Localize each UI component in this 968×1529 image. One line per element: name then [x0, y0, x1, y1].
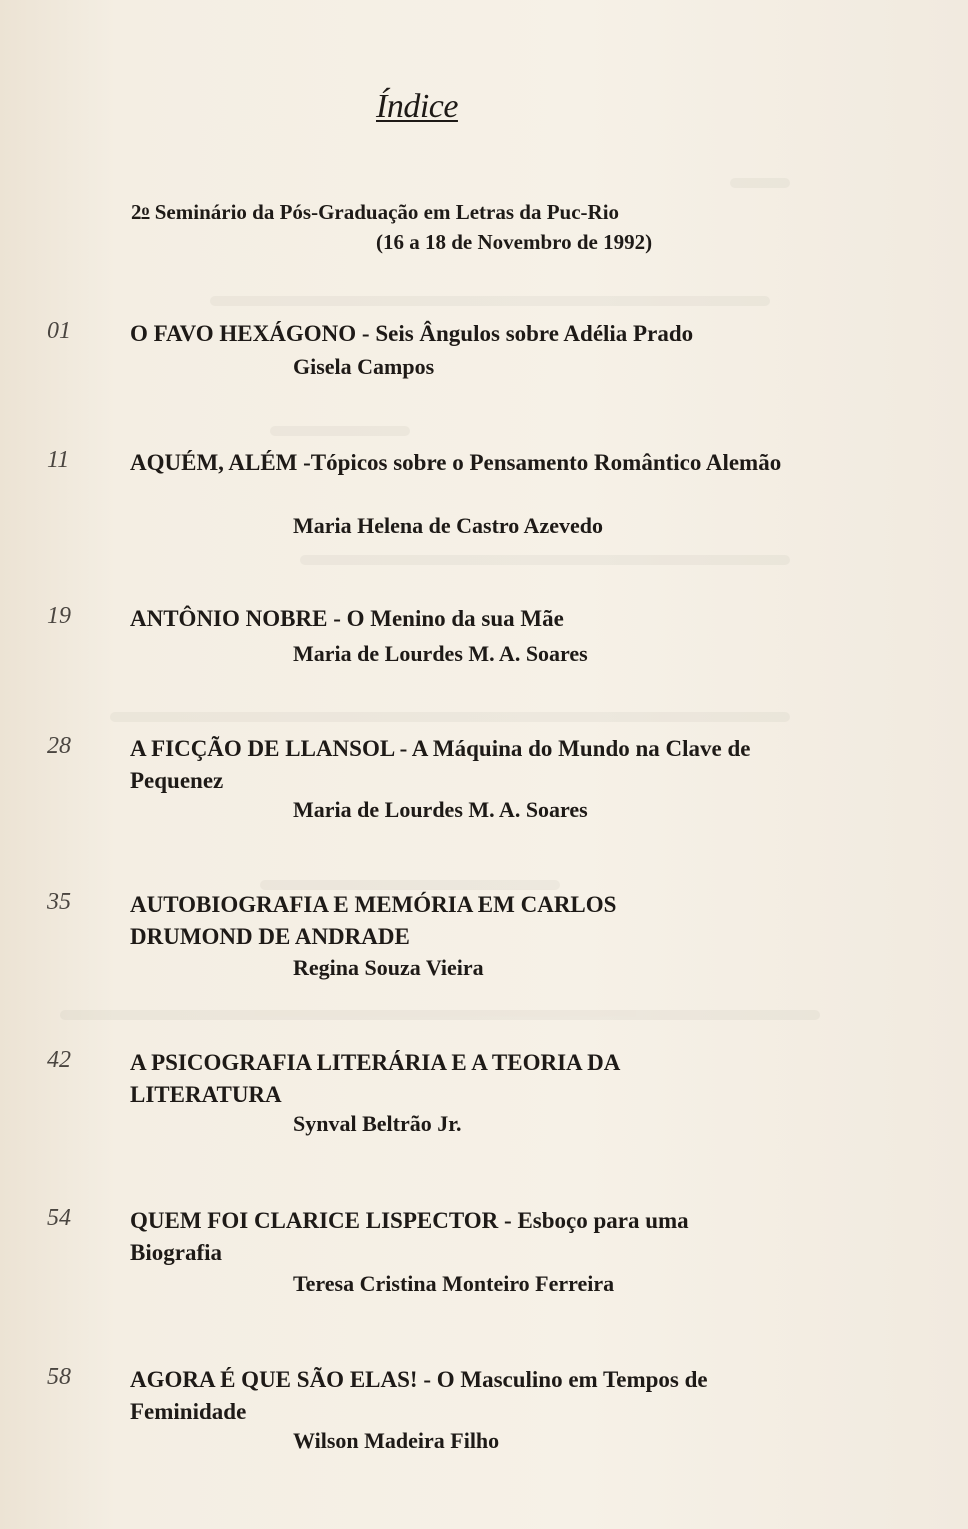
- toc-entry-title: [130, 889, 690, 953]
- toc-title-rest: - A Máquina do Mundo na Clave de Pequenez: [130, 736, 751, 793]
- toc-entry-author: Maria Helena de Castro Azevedo: [293, 513, 603, 538]
- toc-page-number: 28: [47, 733, 71, 759]
- seminar-dates: (16 a 18 de Novembro de 1992): [376, 230, 653, 254]
- toc-entry-title: [130, 1205, 770, 1269]
- toc-entry-title: [130, 603, 800, 635]
- toc-title-main: AQUÉM, ALÉM: [130, 450, 298, 475]
- toc-entry-title: [130, 318, 800, 350]
- toc-entry-title: [130, 1364, 800, 1428]
- toc-title-rest: -Tópicos sobre o Pensamento Romântico Alemão: [297, 450, 782, 475]
- toc-title-main: AGORA É QUE SÃO ELAS!: [130, 1367, 418, 1392]
- toc-title-main: A FICÇÃO DE LLANSOL: [130, 736, 394, 761]
- toc-entry-author: Gisela Campos: [293, 354, 435, 379]
- seminar-ordinal: o: [141, 202, 150, 219]
- toc-title-main: O FAVO HEXÁGONO: [130, 321, 357, 346]
- toc-title-main: A PSICOGRAFIA LITERÁRIA E A TEORIA DA LITERATURA: [130, 1050, 620, 1107]
- toc-title-main: QUEM FOI CLARICE LISPECTOR: [130, 1208, 499, 1233]
- toc-entry-author: Synval Beltrão Jr.: [293, 1111, 462, 1136]
- seminar-title: [131, 200, 619, 225]
- toc-entry-author: Teresa Cristina Monteiro Ferreira: [293, 1271, 615, 1296]
- toc-title-rest: - O Menino da sua Mãe: [327, 606, 564, 631]
- toc-entry-author: Wilson Madeira Filho: [293, 1428, 500, 1453]
- toc-title-rest: - Esboço para uma Biografia: [130, 1208, 689, 1265]
- toc-entry-author: Maria de Lourdes M. A. Soares: [293, 797, 588, 822]
- toc-entry-author: Regina Souza Vieira: [293, 955, 484, 980]
- toc-page-number: 54: [47, 1205, 71, 1231]
- toc-page-number: 11: [47, 447, 70, 473]
- toc-page-number: 19: [47, 603, 71, 629]
- toc-entry-title: [130, 1047, 710, 1111]
- toc-page-number: 42: [47, 1047, 71, 1073]
- toc-title-rest: - Seis Ângulos sobre Adélia Prado: [356, 321, 694, 346]
- toc-page-number: 58: [47, 1364, 71, 1390]
- toc-entry-author: Maria de Lourdes M. A. Soares: [293, 641, 588, 666]
- toc-page-number: 01: [47, 318, 71, 344]
- toc-title-rest: - O Masculino em Tempos de Feminidade: [130, 1367, 708, 1424]
- toc-entry-title: [130, 447, 800, 479]
- toc-title-main: ANTÔNIO NOBRE: [130, 606, 328, 631]
- page-title: Índice: [376, 88, 458, 125]
- seminar-number: 2: [131, 200, 142, 224]
- toc-page-number: 35: [47, 889, 71, 915]
- toc-entry-title: [130, 733, 800, 797]
- toc-title-main: AUTOBIOGRAFIA E MEMÓRIA EM CARLOS DRUMOND DE ANDRADE: [130, 892, 617, 949]
- seminar-name: Seminário da Pós-Graduação em Letras da Puc-Rio: [149, 200, 620, 224]
